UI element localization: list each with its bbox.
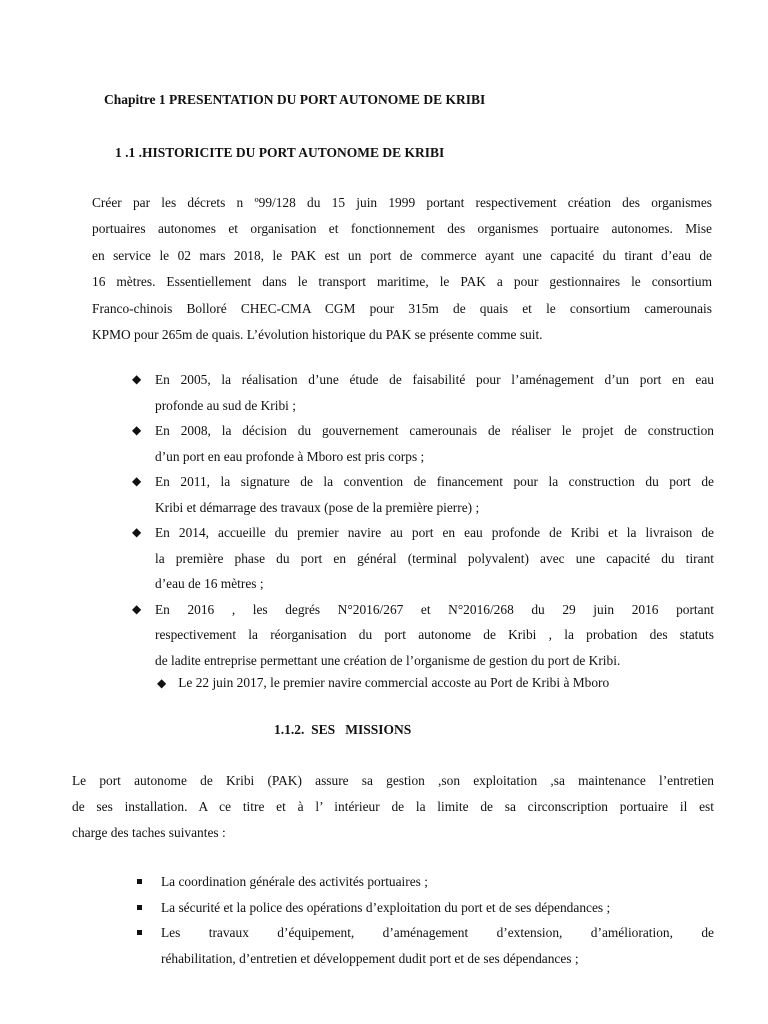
diamond-bullet-icon: ◆: [132, 423, 142, 437]
paragraph-line: en service le 02 mars 2018, le PAK est un port de commerce ayant une capacité du tirant d’eau de: [92, 247, 712, 263]
paragraph-line: de ses installation. A ce titre et à l’ intérieur de la limite de sa circonscription portuaire il est: [72, 799, 714, 814]
paragraph-line: Franco-chinois Bolloré CHEC-CMA CGM pour 315m de quais et le consortium camerounais: [92, 300, 712, 316]
list-item-line: La sécurité et la police des opérations d’exploitation du port et de ses dépendances ;: [161, 899, 611, 915]
diamond-bullet-icon: ◆: [132, 525, 142, 539]
list-item-line: En 2005, la réalisation d’une étude de faisabilité pour l’aménagement d’un port en eau: [155, 372, 714, 387]
list-item-line: respectivement la réorganisation du port autonome de Kribi , la probation des statuts: [155, 627, 714, 642]
list-item-line: La coordination générale des activités portuaires ;: [161, 874, 428, 889]
list-item: [130, 469, 714, 520]
square-bullet-icon: [137, 905, 142, 910]
missions-paragraph: [72, 768, 714, 846]
history-list: [130, 367, 714, 673]
list-item: [130, 367, 714, 418]
list-item: [130, 520, 714, 597]
sub-list-item: [157, 670, 609, 696]
paragraph-line: Le port autonome de Kribi (PAK) assure sa gestion ,son exploitation ,sa maintenance l’entretien: [72, 773, 714, 788]
list-item-line: la première phase du port en général (terminal polyvalent) avec une capacité du tirant: [155, 550, 714, 566]
list-item-line: de ladite entreprise permettant une création de l’organisme de gestion du port de Kribi.: [155, 652, 621, 668]
list-item: [137, 895, 714, 921]
list-item: [137, 869, 714, 895]
paragraph-line: 16 mètres. Essentiellement dans le transport maritime, le PAK a pour gestionnaires le consortium: [92, 274, 712, 290]
square-bullet-icon: [137, 879, 142, 884]
diamond-bullet-icon: ◆: [157, 676, 167, 690]
section-title-missions: 1.1.2. SES MISSIONS: [274, 722, 412, 737]
section-title-historicite: 1 .1 .HISTORICITE DU PORT AUTONOME DE KRIBI: [115, 145, 445, 160]
square-bullet-icon: [137, 930, 142, 935]
list-item-line: Kribi et démarrage des travaux (pose de la première pierre) ;: [155, 499, 480, 515]
list-item-line: réhabilitation, d’entretien et développement dudit port et de ses dépendances ;: [161, 950, 579, 966]
list-item-line: d’un port en eau profonde à Mboro est pris corps ;: [155, 448, 425, 464]
paragraph-line: Créer par les décrets n º99/128 du 15 juin 1999 portant respectivement création des organismes: [92, 195, 712, 210]
list-item-line: En 2008, la décision du gouvernement camerounais de réaliser le projet de construction: [155, 423, 714, 438]
tasks-list: [137, 869, 714, 971]
intro-paragraph: [92, 190, 712, 348]
paragraph-line: portuaires autonomes et organisation et fonctionnement des organismes portuaire autonomes. Mise: [92, 221, 712, 237]
paragraph-line: KPMO pour 265m de quais. L’évolution historique du PAK se présente comme suit.: [92, 327, 543, 343]
sub-list-item-text: Le 22 juin 2017, le premier navire commercial accoste au Port de Kribi à Mboro: [178, 675, 610, 690]
list-item: [130, 597, 714, 674]
list-item-line: En 2016 , les degrés N°2016/267 et N°2016/268 du 29 juin 2016 portant: [155, 601, 714, 617]
diamond-bullet-icon: ◆: [132, 474, 142, 488]
list-item-line: profonde au sud de Kribi ;: [155, 397, 296, 413]
diamond-bullet-icon: ◆: [132, 372, 142, 386]
chapter-title: Chapitre 1 PRESENTATION DU PORT AUTONOME DE KRIBI: [104, 92, 486, 107]
diamond-bullet-icon: ◆: [132, 601, 142, 616]
list-item: [137, 920, 714, 971]
paragraph-line: charge des taches suivantes :: [72, 825, 226, 840]
list-item-line: En 2011, la signature de la convention de financement pour la construction du port de: [155, 474, 714, 489]
list-item-line: Les travaux d’équipement, d’aménagement d’extension, d’amélioration, de: [161, 925, 714, 940]
list-item-line: En 2014, accueille du premier navire au port en eau profonde de Kribi et la livraison de: [155, 525, 714, 540]
list-item: [130, 418, 714, 469]
list-item-line: d’eau de 16 mètres ;: [155, 576, 264, 591]
